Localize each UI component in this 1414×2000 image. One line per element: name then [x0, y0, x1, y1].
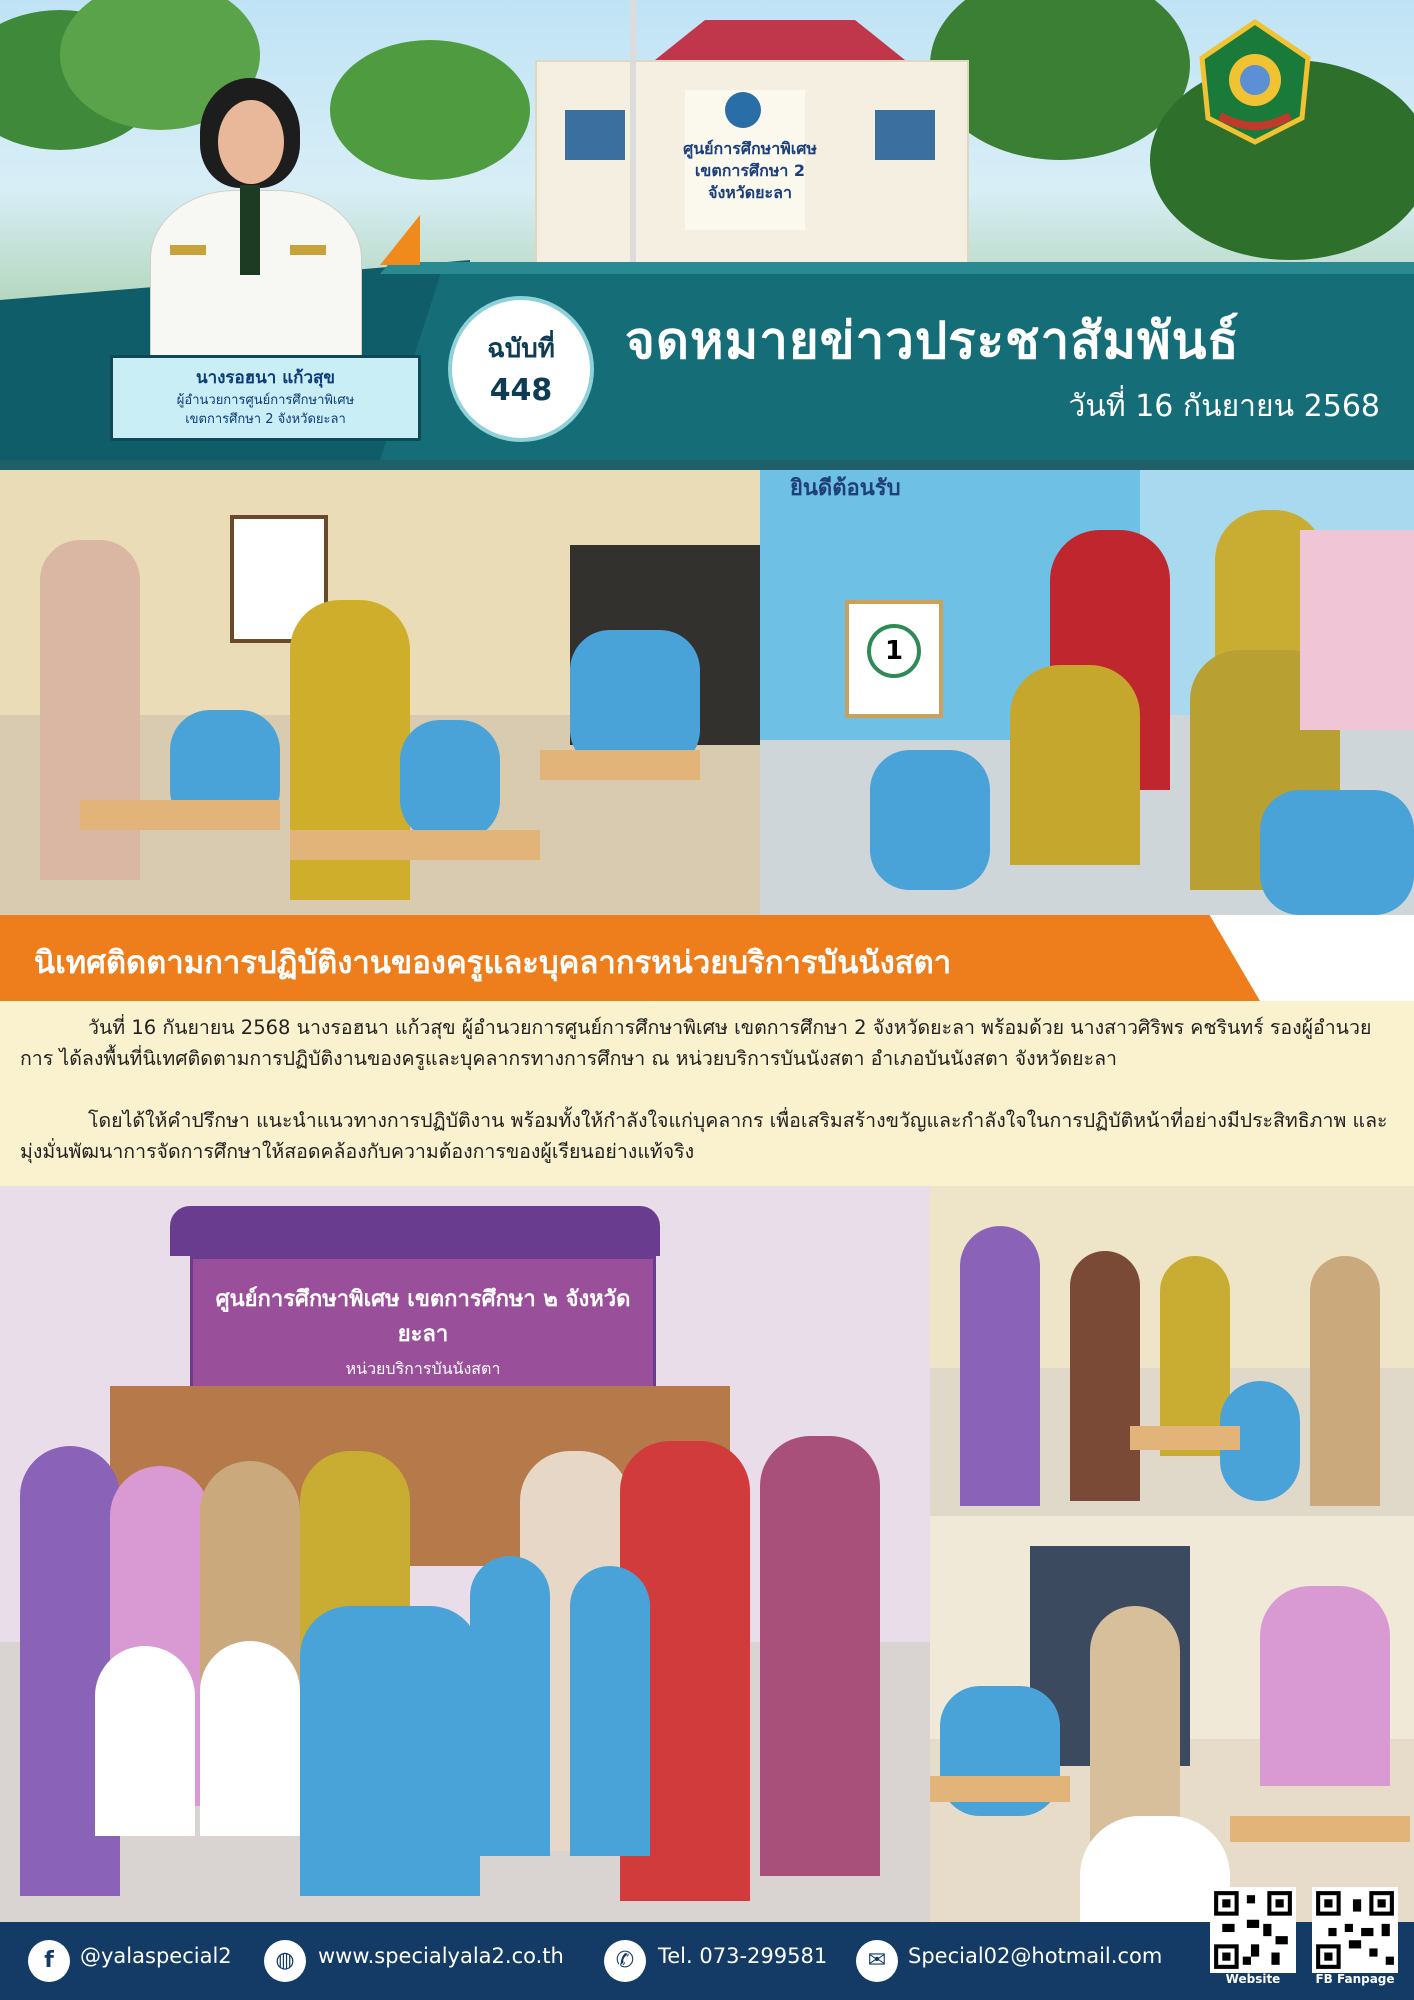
- qr-fanpage-label: FB Fanpage: [1315, 1972, 1395, 1986]
- director-portrait: [130, 70, 380, 360]
- article-paragraph: โดยได้ให้คำปรึกษา แนะนำแนวทางการปฏิบัติงาน พร้อมทั้งให้กำลังใจแก่บุคลากร เพื่อเสริมสร้างขวัญและกำลังใจในการปฏิบัติหน้าที่อย่างมีประสิทธิภาพ และมุ่งมั่นพัฒนาการจัดการศึกษาให้สอดคล้องกับความต้องการของผู้เรียนอย่างแท้จริง: [20, 1109, 1388, 1163]
- director-position-line1: ผู้อำนวยการศูนย์การศึกษาพิเศษ: [176, 393, 355, 408]
- welcome-board-label: ยินดีต้อนรับ: [790, 476, 901, 501]
- qr-code-icon[interactable]: [1210, 1887, 1296, 1973]
- group-banner-line1: ศูนย์การศึกษาพิเศษ เขตการศึกษา ๒ จังหวัดยะลา: [215, 1287, 631, 1347]
- issue-number: 448: [489, 373, 553, 408]
- group-banner: [190, 1256, 656, 1392]
- facebook-icon[interactable]: f: [28, 1940, 70, 1982]
- footer-email[interactable]: Special02@hotmail.com: [908, 1944, 1163, 1968]
- footer-phone[interactable]: Tel. 073-299581: [658, 1944, 828, 1968]
- orange-accent: [380, 215, 420, 265]
- school-building: [535, 20, 965, 280]
- building-sign-line: ศูนย์การศึกษาพิเศษ: [683, 139, 817, 158]
- director-name: นางรอฮนา แก้วสุข: [195, 368, 336, 388]
- article-headline: นิเทศติดตามการปฏิบัติงานของครูและบุคลากรหน่วยบริการบันนังสตา: [34, 945, 952, 981]
- footer-website[interactable]: www.specialyala2.co.th: [318, 1944, 564, 1968]
- qr-website-label: Website: [1225, 1972, 1281, 1986]
- mail-icon[interactable]: ✉: [856, 1940, 898, 1982]
- issue-label: ฉบับที่: [487, 334, 555, 364]
- building-sign: [650, 138, 850, 204]
- phone-icon[interactable]: ✆: [604, 1940, 646, 1982]
- flag-pole: [630, 0, 636, 280]
- photo-classroom-visit: [0, 470, 760, 915]
- footer-facebook[interactable]: @yalaspecial2: [80, 1944, 232, 1968]
- building-sign-line: จังหวัดยะลา: [708, 183, 792, 202]
- qr-code-icon[interactable]: [1312, 1887, 1398, 1973]
- photo-group-banner: [0, 1186, 930, 1922]
- header-banner: [0, 0, 1414, 470]
- group-banner-line2: หน่วยบริการบันนังสตา: [345, 1359, 501, 1378]
- newsletter-date: วันที่ 16 กันยายน 2568: [1068, 389, 1380, 424]
- easel-sign: 1: [845, 600, 943, 718]
- issue-badge: [452, 300, 590, 438]
- newsletter-title: จดหมายข่าวประชาสัมพันธ์: [625, 312, 1240, 371]
- palm-tree: [930, 0, 1190, 160]
- globe-icon[interactable]: ◍: [264, 1940, 306, 1982]
- article-paragraph: วันที่ 16 กันยายน 2568 นางรอฮนา แก้วสุข ผู้อำนวยการศูนย์การศึกษาพิเศษ เขตการศึกษา 2 จังหวัดยะลา พร้อมด้วย นางสาวศิริพร คชรินทร์ รองผู้อำนวยการ ได้ลงพื้นที่นิเทศติดตามการปฏิบัติงานของครูและบุคลากรทางการศึกษา ณ หน่วยบริการบันนังสตา อำเภอบันนังสตา จังหวัดยะลา: [20, 1016, 1372, 1070]
- director-name-box: [110, 355, 421, 441]
- photo-student-writing: [930, 1516, 1414, 1922]
- photo-classroom-desks: [930, 1186, 1414, 1516]
- school-logo: [1190, 18, 1320, 148]
- director-position-line2: เขตการศึกษา 2 จังหวัดยะลา: [185, 412, 346, 427]
- building-sign-line: เขตการศึกษา 2: [694, 161, 806, 180]
- photo-welcome-board: [760, 470, 1414, 915]
- header-band-stripe: [380, 262, 1414, 274]
